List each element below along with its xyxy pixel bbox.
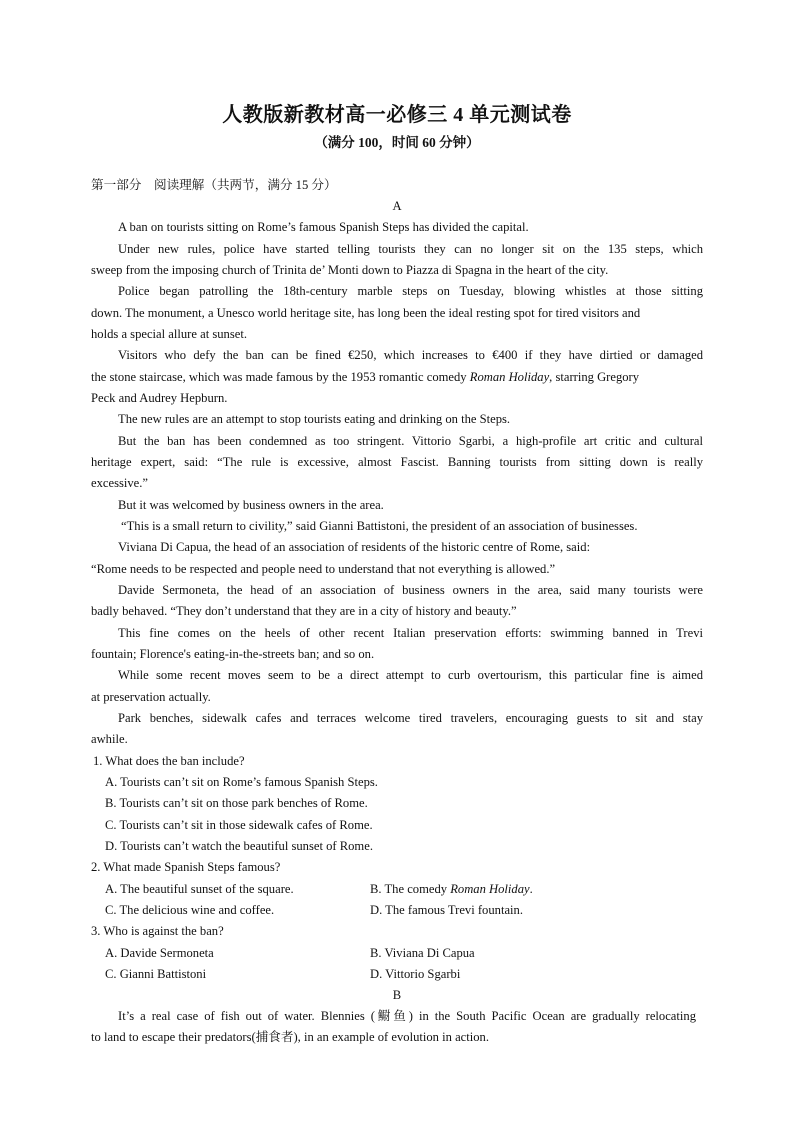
page-title: 人教版新教材高一必修三 4 单元测试卷 (222, 104, 572, 126)
paragraph-line: Park benches, sidewalk cafes and terraces welcome tired travelers, encouraging guests to sit and stay (118, 711, 703, 725)
paragraph-line: to land to escape their predators(捕食者), in an example of evolution in action. (91, 1030, 489, 1044)
answer-option: D. Vittorio Sgarbi (370, 967, 461, 981)
paragraph-line: excessive.” (91, 476, 148, 490)
paragraph-line: holds a special allure at sunset. (91, 327, 247, 341)
answer-option (370, 881, 533, 897)
paragraph-line (91, 369, 639, 385)
question-stem: 1. What does the ban include? (93, 754, 245, 768)
answer-option: D. The famous Trevi fountain. (370, 903, 523, 917)
answer-option: B. Tourists can’t sit on those park benches of Rome. (105, 796, 368, 810)
answer-option: C. The delicious wine and coffee. (105, 903, 275, 917)
paragraph-line: down. The monument, a Unesco world heritage site, has long been the ideal resting spot for tired visitors and (91, 306, 641, 320)
paragraph-line: But the ban has been condemned as too stringent. Vittorio Sgarbi, a high-profile art critic and cultural (118, 434, 703, 448)
paragraph-line: Viviana Di Capua, the head of an association of residents of the historic centre of Rome, said: (118, 540, 591, 554)
page-subtitle: （满分 100，时间 60 分钟） (314, 135, 480, 150)
paragraph-line: at preservation actually. (91, 690, 211, 704)
text-span: , starring Gregory (549, 370, 640, 384)
section-heading: 第一部分 阅读理解（共两节，满分 15 分） (91, 178, 337, 192)
paragraph-line: While some recent moves seem to be a direct attempt to curb overtourism, this particular fine is aimed (118, 668, 703, 682)
paragraph-line: awhile. (91, 732, 128, 746)
paragraph-line: But it was welcomed by business owners in the area. (118, 498, 384, 512)
paragraph-line: “Rome needs to be respected and people need to understand that not everything is allowed.” (91, 562, 556, 576)
text-span: . (529, 882, 533, 896)
passage-a-label: A (392, 199, 402, 213)
question-stem: 2. What made Spanish Steps famous? (91, 860, 281, 874)
text-span: B. The comedy (370, 882, 451, 896)
answer-option: A. Tourists can’t sit on Rome’s famous Spanish Steps. (105, 775, 378, 789)
paragraph-line: Visitors who defy the ban can be fined €250, which increases to €400 if they have dirtied or damaged (118, 348, 703, 362)
answer-option: D. Tourists can’t watch the beautiful sunset of Rome. (105, 839, 373, 853)
film-title: Roman Holiday (469, 370, 550, 384)
answer-option: C. Gianni Battistoni (105, 967, 207, 981)
question-stem: 3. Who is against the ban? (91, 924, 224, 938)
answer-option: B. Viviana Di Capua (370, 946, 475, 960)
paragraph-line: Davide Sermoneta, the head of an association of business owners in the area, said many tourists were (118, 583, 703, 597)
text-span: the stone staircase, which was made famous by the 1953 romantic comedy (91, 370, 470, 384)
answer-option: C. Tourists can’t sit in those sidewalk cafes of Rome. (105, 818, 373, 832)
paragraph-line: It’s a real case of fish out of water. Blennies (鳚鱼) in the South Pacific Ocean are gradually relocating (118, 1009, 696, 1023)
paragraph-line: “This is a small return to civility,” said Gianni Battistoni, the president of an association of businesses. (121, 519, 638, 533)
paragraph-line: badly behaved. “They don’t understand that they are in a city of history and beauty.” (91, 604, 517, 618)
paragraph-line: Peck and Audrey Hepburn. (91, 391, 228, 405)
answer-option: A. Davide Sermoneta (105, 946, 214, 960)
paragraph-line: The new rules are an attempt to stop tourists eating and drinking on the Steps. (118, 412, 511, 426)
paragraph-line: fountain; Florence's eating-in-the-streets ban; and so on. (91, 647, 375, 661)
paragraph-line: Under new rules, police have started telling tourists they can no longer sit on the 135 steps, which (118, 242, 703, 256)
answer-option: A. The beautiful sunset of the square. (105, 882, 294, 896)
paragraph-line: A ban on tourists sitting on Rome’s famous Spanish Steps has divided the capital. (118, 220, 529, 234)
paragraph-line: sweep from the imposing church of Trinita de’ Monti down to Piazza di Spagna in the heart of the city. (91, 263, 609, 277)
paragraph-line: This fine comes on the heels of other recent Italian preservation efforts: swimming banned in Trevi (118, 626, 703, 640)
paragraph-line: heritage expert, said: “The rule is excessive, almost Fascist. Banning tourists from sitting down is really (91, 455, 703, 469)
film-title: Roman Holiday (450, 882, 530, 896)
passage-b-label: B (392, 988, 402, 1002)
paragraph-line: Police began patrolling the 18th-century marble steps on Tuesday, blowing whistles at those sitting (118, 284, 703, 298)
